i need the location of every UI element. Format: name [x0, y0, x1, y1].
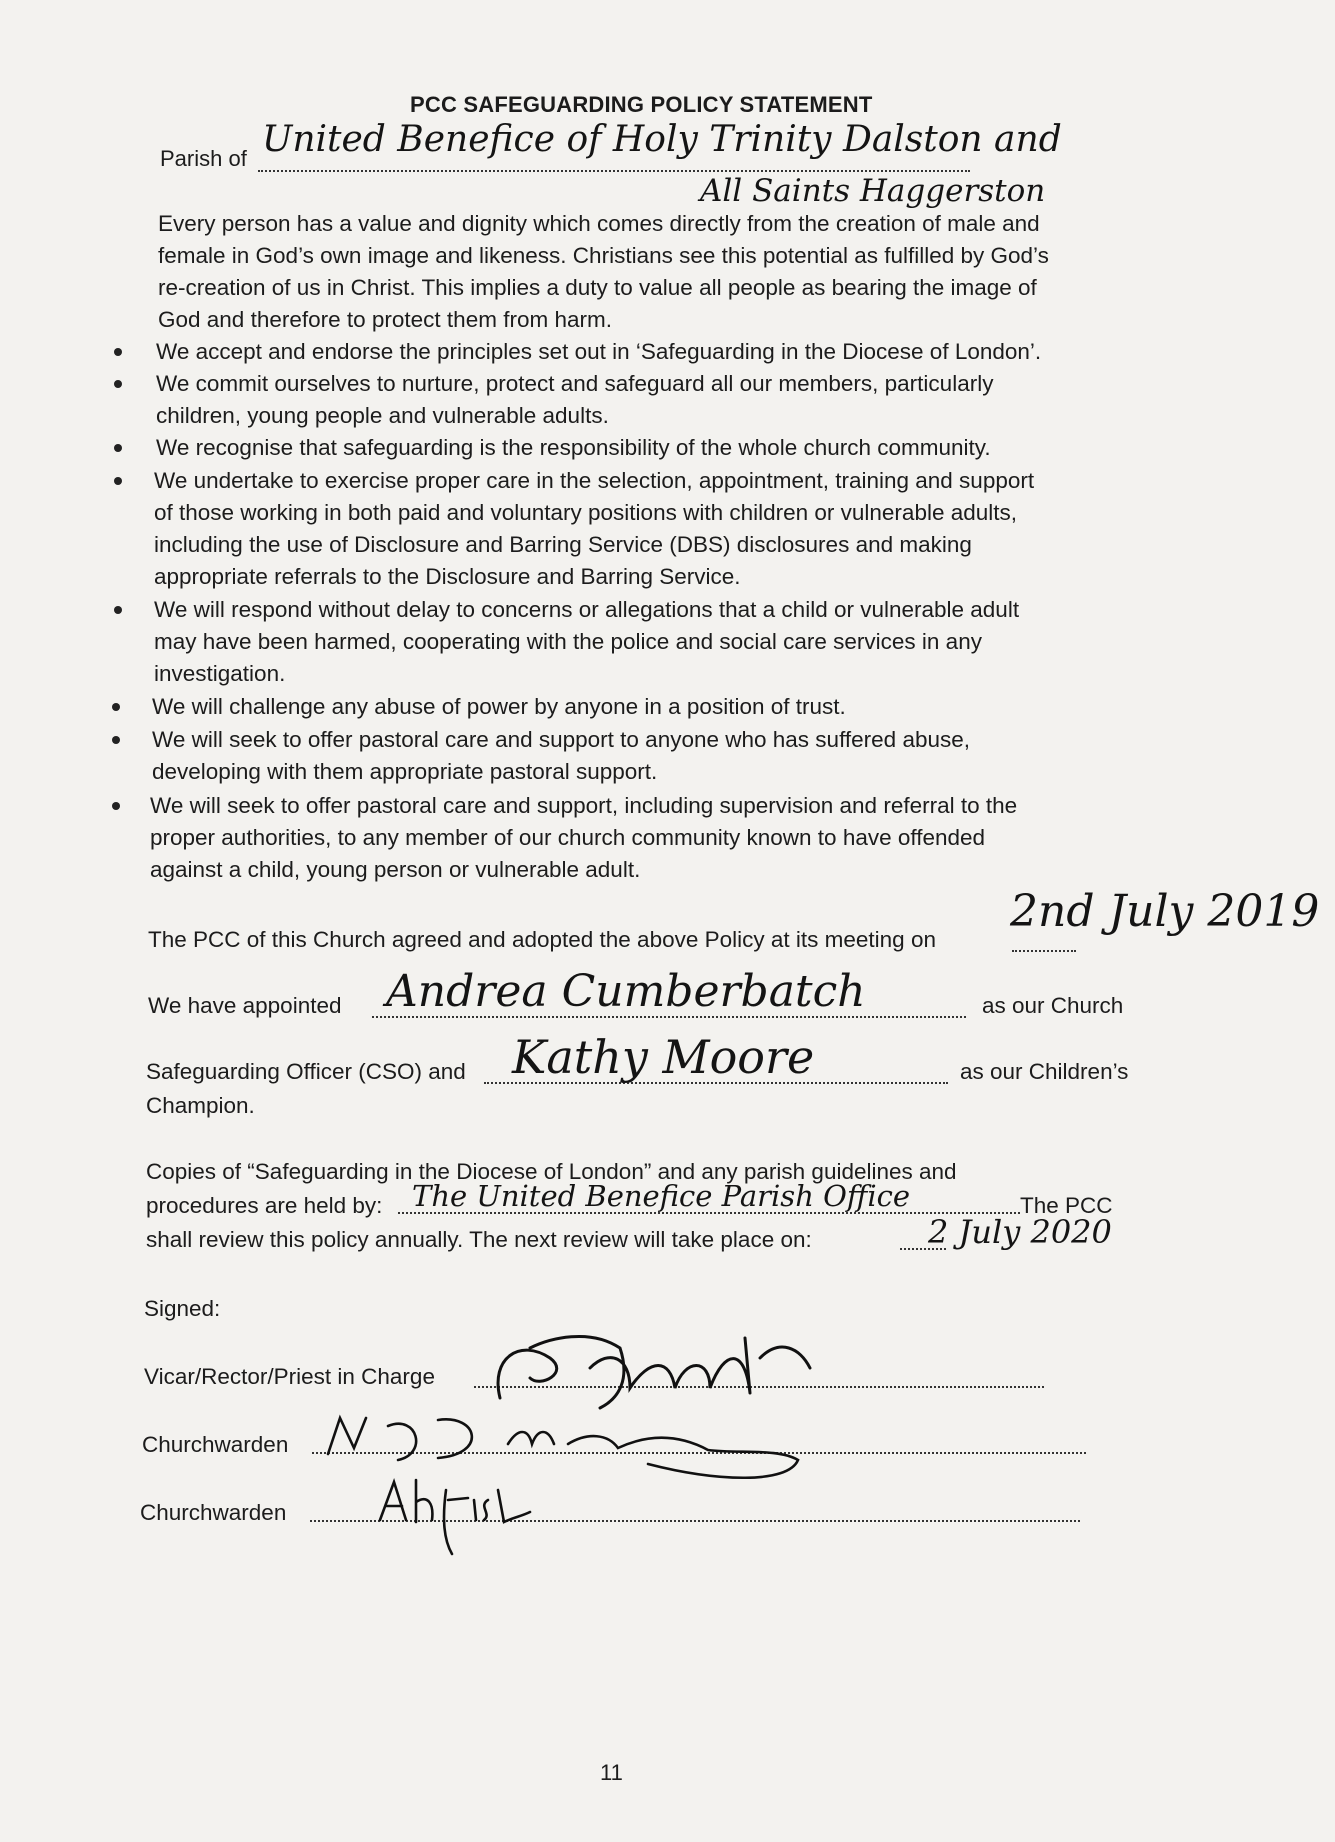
intro-line: God and therefore to protect them from harm. [158, 307, 612, 332]
copies-line2-prefix: procedures are held by: [146, 1193, 383, 1218]
bullet-text: children, young people and vulnerable adults. [156, 403, 609, 428]
adopted-date-handwritten: 2nd July 2019 [1010, 886, 1320, 937]
copies-line1: Copies of “Safeguarding in the Diocese of London” and any parish guidelines and [146, 1159, 957, 1184]
cso-label: Safeguarding Officer (CSO) and [146, 1059, 466, 1084]
parish-dotted-line [258, 170, 970, 172]
bullet-text: We recognise that safeguarding is the responsibility of the whole church community. [156, 435, 991, 460]
champion-label: Champion. [146, 1093, 255, 1118]
bullet-text: We commit ourselves to nurture, protect and safeguard all our members, particularly [156, 371, 994, 396]
bullet-text: developing with them appropriate pastoral support. [152, 759, 658, 784]
bullet-text: We undertake to exercise proper care in the selection, appointment, training and support [154, 468, 1035, 493]
bullet-text: including the use of Disclosure and Barring Service (DBS) disclosures and making [154, 532, 972, 557]
intro-line: female in God’s own image and likeness. Christians see this potential as fulfilled by God’s [158, 243, 1049, 268]
bullet-text: We will seek to offer pastoral care and support, including supervision and referral to the [150, 793, 1018, 818]
bullet-text: We will respond without delay to concerns or allegations that a child or vulnerable adult [154, 597, 1020, 622]
signed-label: Signed: [144, 1296, 221, 1321]
page-number: 11 [600, 1760, 623, 1785]
bullet-marker [112, 802, 120, 810]
bullet-marker [114, 477, 122, 485]
champion-name-handwritten: Kathy Moore [512, 1030, 815, 1084]
bullet-text: may have been harmed, cooperating with the police and social care services in any [154, 629, 982, 654]
bullet-marker [112, 736, 120, 744]
signatory-label: Vicar/Rector/Priest in Charge [144, 1364, 435, 1389]
review-date-handwritten: 2 July 2020 [928, 1213, 1112, 1251]
appointed-prefix: We have appointed [148, 993, 342, 1018]
appointed-suffix: as our Church [982, 993, 1124, 1018]
bullet-marker [114, 348, 122, 356]
parish-handwritten-line1: United Benefice of Holy Trinity Dalston and [262, 119, 1062, 160]
copies-line3: shall review this policy annually. The next review will take place on: [146, 1227, 812, 1252]
bullet-text: We accept and endorse the principles set out in ‘Safeguarding in the Diocese of London’. [156, 339, 1042, 364]
bullet-text: We will challenge any abuse of power by anyone in a position of trust. [152, 694, 846, 719]
document-title: PCC SAFEGUARDING POLICY STATEMENT [410, 92, 873, 117]
churchwarden-signature-2 [372, 1470, 552, 1560]
champion-suffix: as our Children’s [960, 1059, 1129, 1084]
bullet-marker [114, 444, 122, 452]
copies-line2-suffix: The PCC [1020, 1193, 1113, 1218]
bullet-text: of those working in both paid and voluntary positions with children or vulnerable adults, [154, 500, 1018, 525]
parish-handwritten-line2: All Saints Haggerston [700, 173, 1046, 209]
adopted-date-dotted-line [1012, 950, 1076, 952]
bullet-text: against a child, young person or vulnerable adult. [150, 857, 641, 882]
signatory-label: Churchwarden [140, 1500, 287, 1525]
intro-line: Every person has a value and dignity which comes directly from the creation of male and [158, 211, 1040, 236]
bullet-marker [112, 703, 120, 711]
bullet-text: appropriate referrals to the Disclosure and Barring Service. [154, 564, 741, 589]
copies-held-by-handwritten: The United Benefice Parish Office [412, 1179, 911, 1213]
bullet-text: investigation. [154, 661, 286, 686]
adopted-text: The PCC of this Church agreed and adopted the above Policy at its meeting on [148, 927, 936, 952]
bullet-text: proper authorities, to any member of our church community known to have offended [150, 825, 986, 850]
bullet-marker [114, 380, 122, 388]
cso-name-handwritten: Andrea Cumberbatch [386, 966, 866, 1017]
bullet-text: We will seek to offer pastoral care and support to anyone who has suffered abuse, [152, 727, 970, 752]
parish-label: Parish of [160, 146, 247, 171]
bullet-marker [114, 606, 122, 614]
signatory-label: Churchwarden [142, 1432, 289, 1457]
intro-line: re-creation of us in Christ. This implies a duty to value all people as bearing the image of [158, 275, 1037, 300]
